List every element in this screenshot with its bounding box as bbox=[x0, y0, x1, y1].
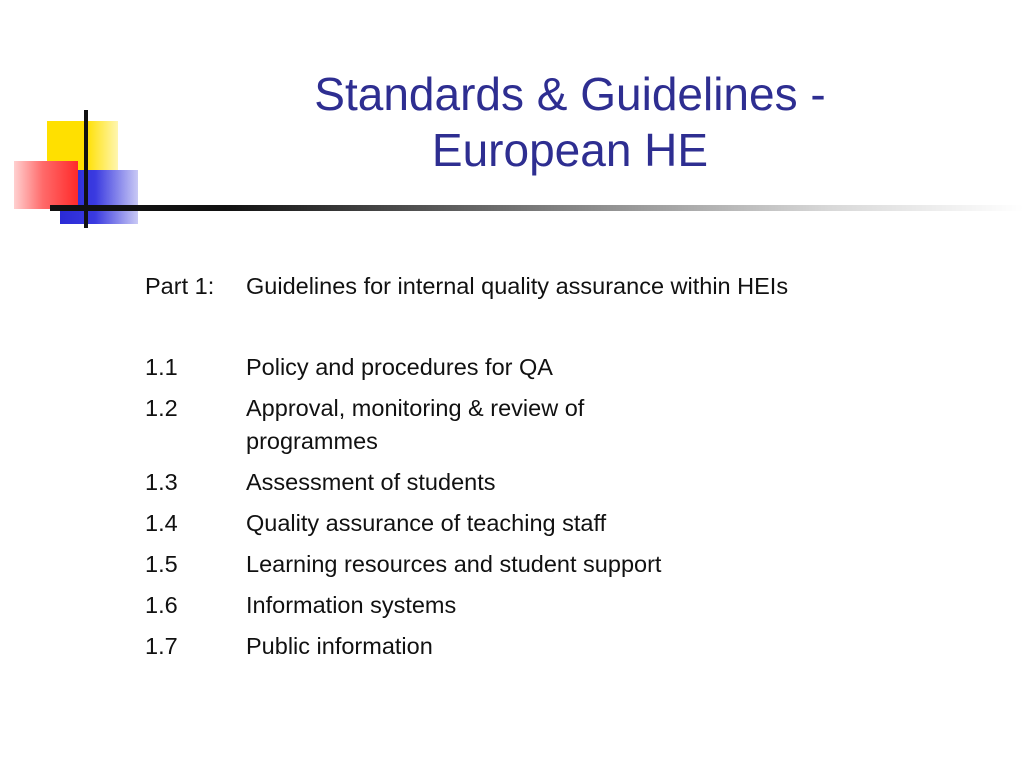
list-item bbox=[145, 548, 965, 581]
list-item-text: Approval, monitoring & review of programmes bbox=[246, 395, 585, 454]
list-item-text: Quality assurance of teaching staff bbox=[246, 510, 607, 536]
decorative-squares-graphic bbox=[0, 100, 160, 240]
part-label: Part 1: bbox=[145, 273, 215, 299]
list-item-number: 1.5 bbox=[145, 551, 178, 577]
list-item-number: 1.1 bbox=[145, 354, 178, 380]
list-item-text: Information systems bbox=[246, 592, 457, 618]
part-text: Guidelines for internal quality assurance within HEIs bbox=[246, 273, 789, 299]
list-item bbox=[145, 507, 965, 540]
list-item bbox=[145, 466, 965, 499]
part-heading-row bbox=[145, 270, 965, 303]
title-underline-rule bbox=[50, 205, 1024, 211]
list-item-number: 1.6 bbox=[145, 592, 178, 618]
list-item-text: Public information bbox=[246, 633, 433, 659]
list-item bbox=[145, 351, 965, 384]
list-item bbox=[145, 630, 965, 663]
slide-title-line-1: Standards & Guidelines - bbox=[314, 68, 826, 120]
list-item-number: 1.7 bbox=[145, 633, 178, 659]
slide-title-line-2: European HE bbox=[431, 124, 709, 176]
list-item-number: 1.3 bbox=[145, 469, 178, 495]
list-item-text: Assessment of students bbox=[246, 469, 496, 495]
list-item-text: Learning resources and student support bbox=[246, 551, 662, 577]
list-item-number: 1.2 bbox=[145, 395, 178, 421]
red-square-shape bbox=[14, 161, 78, 209]
list-item bbox=[145, 392, 965, 458]
list-item-number: 1.4 bbox=[145, 510, 178, 536]
slide-title bbox=[190, 66, 950, 178]
list-item bbox=[145, 589, 965, 622]
list-item-text: Policy and procedures for QA bbox=[246, 354, 553, 380]
slide-body bbox=[145, 270, 965, 671]
